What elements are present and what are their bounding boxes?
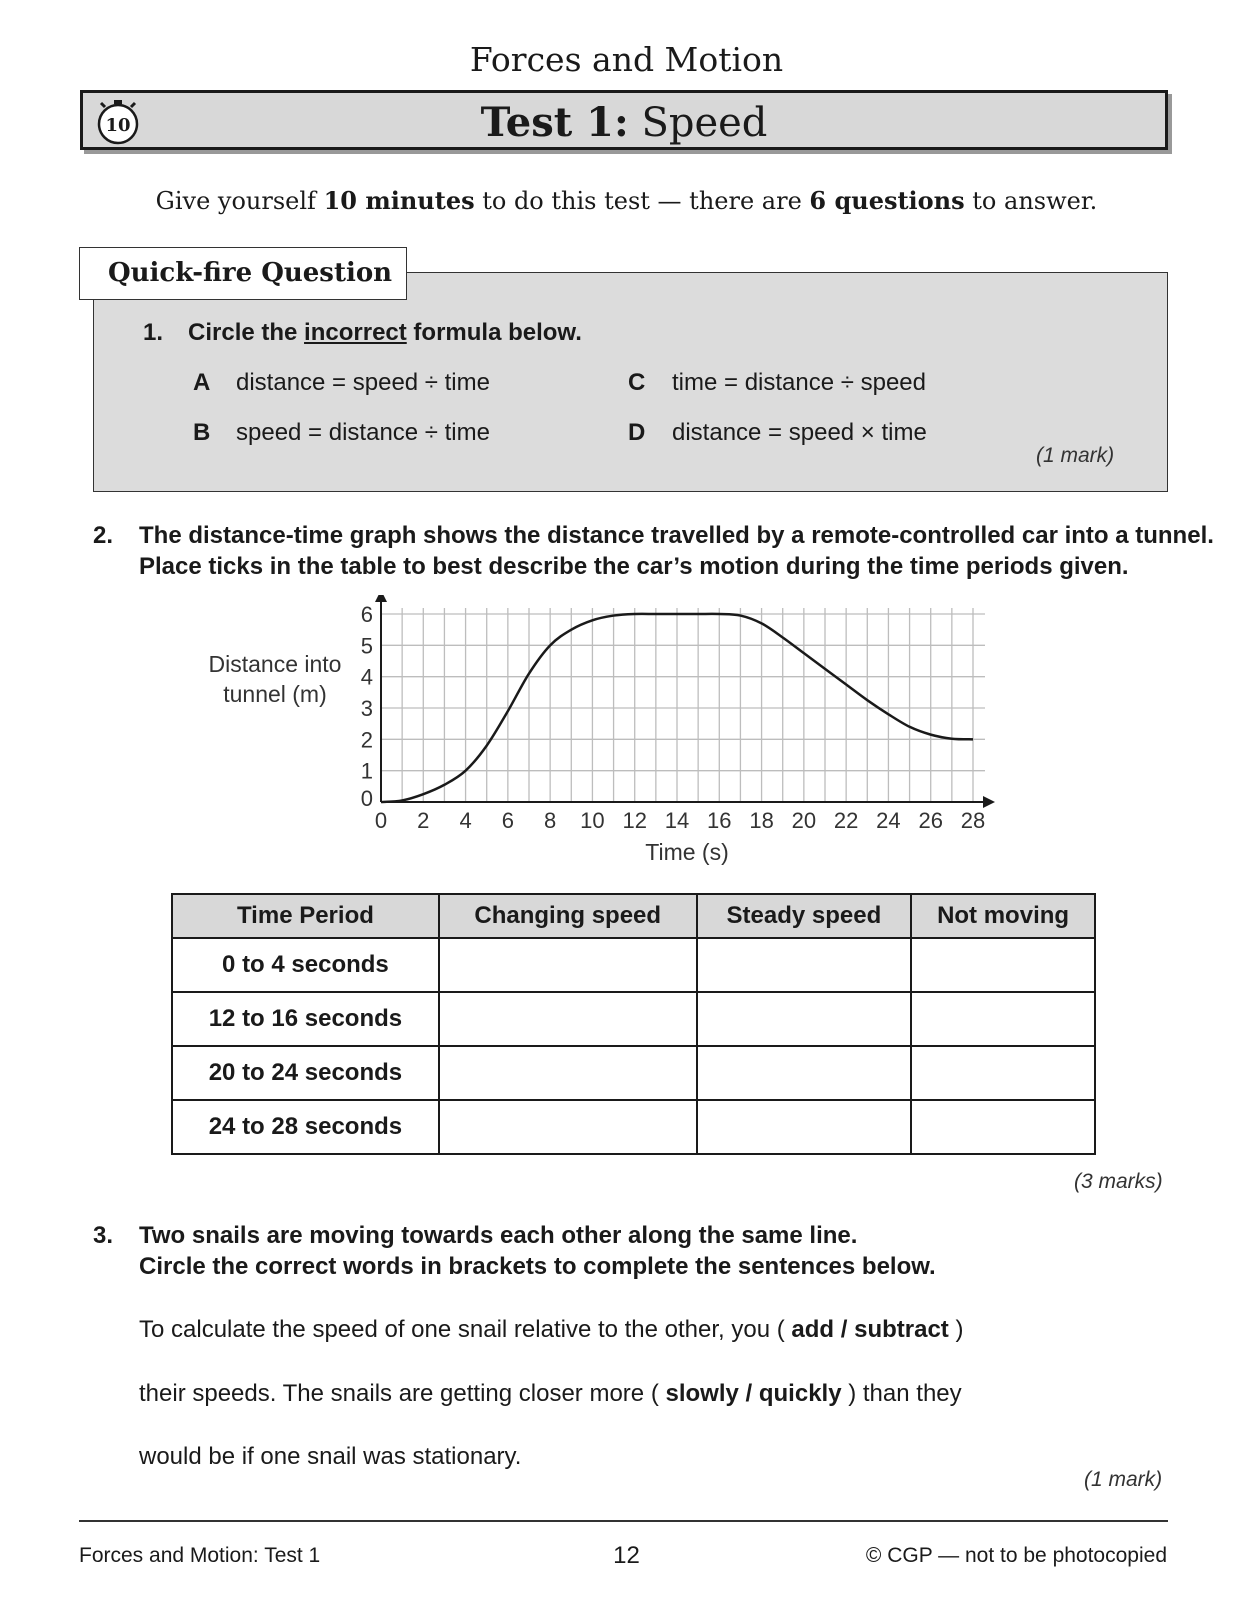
question-text-line: The distance-time graph shows the distance travelled by a remote-controlled car into a tunnel. <box>139 522 1214 549</box>
footer-left: Forces and Motion: Test 1 <box>79 1544 321 1567</box>
question-number: 3. <box>93 1222 114 1249</box>
instructions: Give yourself 10 minutes to do this test — there are 6 questions to answer. <box>155 186 1098 215</box>
x-tick-label: 26 <box>918 808 943 833</box>
table-header: Changing speed <box>439 894 697 938</box>
distance-time-chart <box>190 595 1010 875</box>
time-period-cell: 12 to 16 seconds <box>172 992 439 1046</box>
tick-cell[interactable] <box>439 992 697 1046</box>
motion-table <box>171 893 1096 1155</box>
y-axis-label: tunnel (m) <box>223 681 327 707</box>
page-number: 12 <box>613 1542 640 1569</box>
tick-cell[interactable] <box>697 992 912 1046</box>
sentence-line: would be if one snail was stationary. <box>139 1443 522 1470</box>
tick-cell[interactable] <box>439 1046 697 1100</box>
question-number: 2. <box>93 522 114 549</box>
question-text-line: Circle the correct words in brackets to complete the sentences below. <box>139 1253 936 1280</box>
tick-cell[interactable] <box>697 1100 912 1154</box>
x-axis-label: Time (s) <box>645 839 729 865</box>
option-letter: D <box>628 419 646 446</box>
choice-subtract[interactable]: subtract <box>854 1316 949 1343</box>
tick-cell[interactable] <box>697 938 912 992</box>
title-bar <box>80 90 1168 150</box>
x-tick-label: 2 <box>417 808 430 833</box>
y-axis-arrow <box>375 595 387 602</box>
x-axis-arrow <box>983 796 995 808</box>
tick-cell[interactable] <box>439 938 697 992</box>
time-period-cell: 20 to 24 seconds <box>172 1046 439 1100</box>
tick-cell[interactable] <box>439 1100 697 1154</box>
x-tick-label: 6 <box>501 808 514 833</box>
x-tick-label: 16 <box>707 808 732 833</box>
table-header: Steady speed <box>697 894 912 938</box>
tick-cell[interactable] <box>911 1100 1095 1154</box>
marks-label: (1 mark) <box>1036 444 1115 467</box>
choice-quickly[interactable]: quickly <box>758 1380 842 1407</box>
x-tick-label: 24 <box>876 808 901 833</box>
y-tick-label: 0 <box>360 786 373 811</box>
tick-cell[interactable] <box>911 1046 1095 1100</box>
x-tick-label: 28 <box>960 808 986 833</box>
option-letter: B <box>193 419 211 446</box>
x-tick-label: 14 <box>664 808 690 833</box>
y-tick-label: 5 <box>360 633 373 659</box>
table-row <box>172 1100 1095 1154</box>
footer-divider <box>79 1520 1168 1522</box>
option-text[interactable]: distance = speed ÷ time <box>236 369 490 396</box>
x-tick-label: 8 <box>544 808 557 833</box>
tick-cell[interactable] <box>697 1046 912 1100</box>
x-tick-label: 20 <box>791 808 817 833</box>
x-tick-label: 10 <box>580 808 605 833</box>
question-prompt: Circle the incorrect formula below. <box>188 319 582 346</box>
choice-slowly[interactable]: slowly <box>665 1380 739 1407</box>
sentence-line: their speeds. The snails are getting closer more ( slowly / quickly ) than they <box>139 1380 962 1407</box>
table-header: Time Period <box>172 894 439 938</box>
page-title: Test 1: Speed <box>480 99 768 146</box>
x-tick-label: 18 <box>749 808 774 833</box>
marks-label: (3 marks) <box>1074 1170 1163 1193</box>
y-tick-label: 3 <box>360 696 373 721</box>
option-letter: A <box>193 369 211 396</box>
sentence-line: To calculate the speed of one snail relative to the other, you ( add / subtract ) <box>139 1316 964 1343</box>
marks-label: (1 mark) <box>1084 1468 1163 1491</box>
section-title: Forces and Motion <box>469 40 784 79</box>
option-text[interactable]: time = distance ÷ speed <box>672 369 926 396</box>
table-row <box>172 938 1095 992</box>
x-tick-label: 0 <box>374 808 388 833</box>
option-letter: C <box>628 369 646 396</box>
choice-add[interactable]: add <box>791 1316 835 1343</box>
y-tick-label: 1 <box>360 758 373 784</box>
y-tick-label: 2 <box>360 727 373 753</box>
time-period-cell: 0 to 4 seconds <box>172 938 439 992</box>
option-text[interactable]: speed = distance ÷ time <box>236 419 490 446</box>
tick-cell[interactable] <box>911 992 1095 1046</box>
table-row <box>172 992 1095 1046</box>
question-number: 1. <box>143 319 164 346</box>
table-header-row <box>172 894 1095 938</box>
timer-minutes: 10 <box>105 115 131 136</box>
y-axis-label: Distance into <box>208 651 342 677</box>
question-text-line: Place ticks in the table to best describe the car’s motion during the time periods given. <box>139 553 1129 580</box>
footer-right: © CGP — not to be photocopied <box>865 1544 1167 1567</box>
x-tick-label: 12 <box>622 808 647 833</box>
y-tick-label: 4 <box>360 664 373 690</box>
quickfire-tab: Quick-fire Question <box>79 247 407 300</box>
y-tick-label: 6 <box>360 602 373 627</box>
tick-cell[interactable] <box>911 938 1095 992</box>
table-row <box>172 1046 1095 1100</box>
x-tick-label: 4 <box>459 808 472 833</box>
table-header: Not moving <box>911 894 1095 938</box>
question-text-line: Two snails are moving towards each other along the same line. <box>139 1222 858 1249</box>
time-period-cell: 24 to 28 seconds <box>172 1100 439 1154</box>
option-text[interactable]: distance = speed × time <box>672 419 927 446</box>
x-tick-label: 22 <box>833 808 859 833</box>
